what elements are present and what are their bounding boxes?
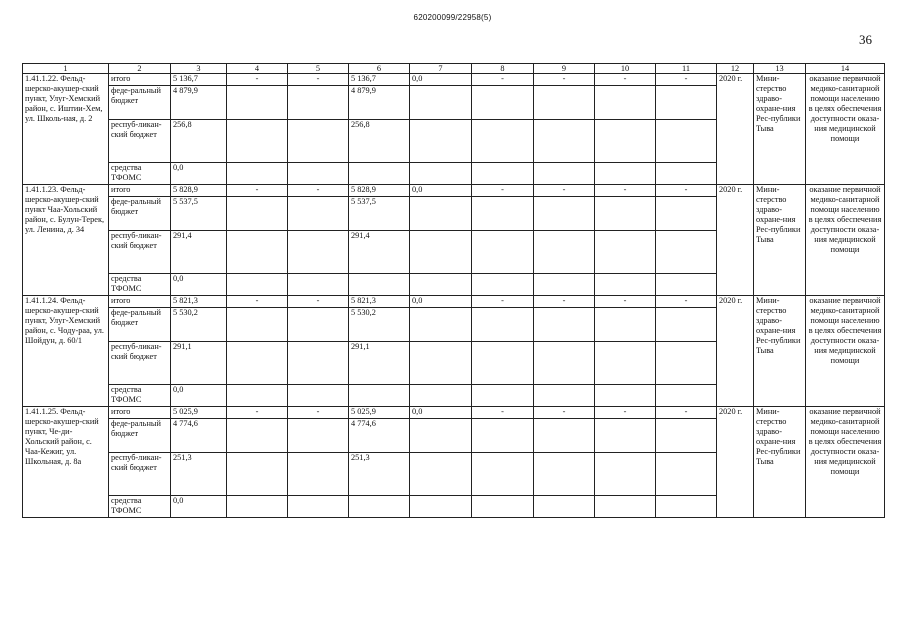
value-cell	[534, 342, 595, 385]
value-cell: -	[534, 407, 595, 419]
value-cell: -	[534, 74, 595, 86]
total-amount-cell: 4 774,6	[171, 419, 227, 453]
executor-cell: Мини-стерство здраво-охране-ния Рес-публики Тыва	[754, 74, 806, 185]
value-cell	[227, 231, 288, 274]
value-cell	[656, 419, 717, 453]
value-cell: -	[288, 296, 349, 308]
table-row	[23, 185, 885, 197]
table-body	[23, 64, 885, 518]
value-cell: -	[595, 185, 656, 197]
value-cell	[656, 385, 717, 407]
value-cell	[534, 453, 595, 496]
funding-source-cell: средства ТФОМС	[109, 496, 171, 518]
total-amount-cell: 251,3	[171, 453, 227, 496]
funding-source-cell: средства ТФОМС	[109, 274, 171, 296]
value-cell	[288, 120, 349, 163]
value-cell	[227, 86, 288, 120]
total-amount-cell: 0,0	[171, 163, 227, 185]
value-cell	[656, 342, 717, 385]
object-name-cell: 1.41.1.22. Фельд-шерско-акушер-ский пункт, Улуг-Хемский район, с. Иштии-Хем, ул. Школь-ная, д. 2	[23, 74, 109, 185]
value-cell: -	[227, 185, 288, 197]
value-cell	[656, 274, 717, 296]
amount-2020-cell: 5 828,9	[349, 185, 410, 197]
value-cell	[656, 496, 717, 518]
col-header: 13	[754, 64, 806, 74]
value-cell	[472, 419, 534, 453]
funding-source-cell: респуб-ликан-ский бюджет	[109, 120, 171, 163]
col-header: 6	[349, 64, 410, 74]
amount-2020-cell: 256,8	[349, 120, 410, 163]
value-cell: -	[656, 185, 717, 197]
amount-2021-cell: 0,0	[410, 74, 472, 86]
value-cell: -	[472, 296, 534, 308]
col-header: 12	[717, 64, 754, 74]
value-cell	[227, 419, 288, 453]
value-cell	[595, 120, 656, 163]
total-amount-cell: 4 879,9	[171, 86, 227, 120]
value-cell	[534, 385, 595, 407]
amount-2020-cell: 5 537,5	[349, 197, 410, 231]
value-cell	[288, 163, 349, 185]
value-cell	[288, 86, 349, 120]
goal-cell: оказание первичной медико-санитарной помощи населению в целях обеспечения доступности оказа-ния медицинской помощи	[806, 74, 885, 185]
value-cell	[472, 385, 534, 407]
total-amount-cell: 5 821,3	[171, 296, 227, 308]
value-cell	[472, 163, 534, 185]
amount-2021-cell	[410, 419, 472, 453]
year-cell: 2020 г.	[717, 407, 754, 518]
value-cell	[227, 496, 288, 518]
value-cell: -	[656, 74, 717, 86]
executor-cell: Мини-стерство здраво-охране-ния Рес-публики Тыва	[754, 407, 806, 518]
col-header: 9	[534, 64, 595, 74]
funding-source-cell: итого	[109, 296, 171, 308]
col-header: 4	[227, 64, 288, 74]
total-amount-cell: 5 828,9	[171, 185, 227, 197]
value-cell	[472, 274, 534, 296]
total-amount-cell: 5 530,2	[171, 308, 227, 342]
value-cell	[288, 274, 349, 296]
executor-cell: Мини-стерство здраво-охране-ния Рес-публики Тыва	[754, 185, 806, 296]
value-cell	[656, 163, 717, 185]
goal-cell: оказание первичной медико-санитарной помощи населению в целях обеспечения доступности оказа-ния медицинской помощи	[806, 185, 885, 296]
value-cell	[472, 197, 534, 231]
funding-source-cell: итого	[109, 407, 171, 419]
value-cell	[472, 231, 534, 274]
value-cell	[656, 231, 717, 274]
value-cell	[227, 385, 288, 407]
amount-2020-cell	[349, 163, 410, 185]
value-cell: -	[595, 296, 656, 308]
value-cell: -	[288, 74, 349, 86]
value-cell	[656, 453, 717, 496]
value-cell	[227, 197, 288, 231]
value-cell: -	[227, 74, 288, 86]
total-amount-cell: 0,0	[171, 274, 227, 296]
amount-2020-cell: 5 821,3	[349, 296, 410, 308]
page-number: 36	[859, 32, 872, 47]
funding-source-cell: средства ТФОМС	[109, 163, 171, 185]
funding-source-cell: средства ТФОМС	[109, 385, 171, 407]
amount-2020-cell: 5 530,2	[349, 308, 410, 342]
funding-source-cell: феде-ральный бюджет	[109, 197, 171, 231]
value-cell	[227, 274, 288, 296]
value-cell	[534, 163, 595, 185]
amount-2020-cell: 291,4	[349, 231, 410, 274]
value-cell	[472, 86, 534, 120]
value-cell: -	[534, 185, 595, 197]
value-cell	[595, 453, 656, 496]
value-cell	[288, 197, 349, 231]
amount-2021-cell	[410, 231, 472, 274]
object-name-cell: 1.41.1.25. Фельд-шерско-акушер-ский пункт, Че-ди-Хольский район, с. Чаа-Кежиг, ул. Школьная, д. 8а	[23, 407, 109, 518]
document-id: 620200099/22958(5)	[413, 13, 492, 22]
col-header: 10	[595, 64, 656, 74]
object-name-cell: 1.41.1.24. Фельд-шерско-акушер-ский пункт, Улуг-Хемский район, с. Чоду-раа, ул. Шойдун, д. 60/1	[23, 296, 109, 407]
value-cell	[595, 496, 656, 518]
amount-2020-cell	[349, 274, 410, 296]
value-cell: -	[472, 185, 534, 197]
amount-2021-cell	[410, 86, 472, 120]
goal-cell: оказание первичной медико-санитарной помощи населению в целях обеспечения доступности оказа-ния медицинской помощи	[806, 296, 885, 407]
funding-source-cell: феде-ральный бюджет	[109, 86, 171, 120]
year-cell: 2020 г.	[717, 296, 754, 407]
amount-2020-cell	[349, 385, 410, 407]
value-cell: -	[595, 407, 656, 419]
total-amount-cell: 0,0	[171, 496, 227, 518]
col-header: 2	[109, 64, 171, 74]
amount-2021-cell	[410, 163, 472, 185]
table-row	[23, 74, 885, 86]
value-cell: -	[472, 407, 534, 419]
value-cell	[472, 308, 534, 342]
value-cell	[227, 308, 288, 342]
col-header: 1	[23, 64, 109, 74]
value-cell	[534, 86, 595, 120]
funding-source-cell: феде-ральный бюджет	[109, 419, 171, 453]
value-cell: -	[227, 296, 288, 308]
table-row	[23, 407, 885, 419]
value-cell	[288, 308, 349, 342]
amount-2021-cell	[410, 197, 472, 231]
value-cell	[656, 308, 717, 342]
col-header: 3	[171, 64, 227, 74]
funding-source-cell: респуб-ликан-ский бюджет	[109, 453, 171, 496]
header-row	[23, 64, 885, 74]
value-cell	[227, 163, 288, 185]
value-cell	[534, 274, 595, 296]
col-header: 11	[656, 64, 717, 74]
funding-source-cell: итого	[109, 74, 171, 86]
value-cell: -	[288, 185, 349, 197]
total-amount-cell: 291,1	[171, 342, 227, 385]
amount-2020-cell: 251,3	[349, 453, 410, 496]
budget-table	[22, 63, 885, 518]
value-cell	[534, 308, 595, 342]
value-cell	[288, 385, 349, 407]
value-cell: -	[288, 407, 349, 419]
amount-2020-cell: 4 774,6	[349, 419, 410, 453]
year-cell: 2020 г.	[717, 185, 754, 296]
amount-2021-cell	[410, 496, 472, 518]
value-cell	[227, 453, 288, 496]
value-cell	[595, 163, 656, 185]
funding-source-cell: респуб-ликан-ский бюджет	[109, 231, 171, 274]
executor-cell: Мини-стерство здраво-охране-ния Рес-публики Тыва	[754, 296, 806, 407]
amount-2021-cell	[410, 308, 472, 342]
col-header: 14	[806, 64, 885, 74]
amount-2021-cell	[410, 385, 472, 407]
value-cell	[595, 419, 656, 453]
value-cell	[534, 496, 595, 518]
funding-source-cell: итого	[109, 185, 171, 197]
col-header: 8	[472, 64, 534, 74]
value-cell	[595, 308, 656, 342]
amount-2021-cell	[410, 120, 472, 163]
amount-2021-cell: 0,0	[410, 185, 472, 197]
year-cell: 2020 г.	[717, 74, 754, 185]
value-cell	[656, 86, 717, 120]
amount-2020-cell: 5 136,7	[349, 74, 410, 86]
value-cell: -	[595, 74, 656, 86]
col-header: 7	[410, 64, 472, 74]
value-cell	[534, 231, 595, 274]
total-amount-cell: 291,4	[171, 231, 227, 274]
value-cell	[288, 342, 349, 385]
col-header: 5	[288, 64, 349, 74]
table-row	[23, 296, 885, 308]
value-cell	[656, 120, 717, 163]
amount-2020-cell: 291,1	[349, 342, 410, 385]
value-cell: -	[227, 407, 288, 419]
amount-2021-cell: 0,0	[410, 296, 472, 308]
funding-source-cell: феде-ральный бюджет	[109, 308, 171, 342]
value-cell	[288, 419, 349, 453]
funding-source-cell: респуб-ликан-ский бюджет	[109, 342, 171, 385]
value-cell	[534, 419, 595, 453]
total-amount-cell: 5 537,5	[171, 197, 227, 231]
value-cell: -	[534, 296, 595, 308]
value-cell: -	[656, 296, 717, 308]
value-cell	[595, 385, 656, 407]
value-cell	[595, 86, 656, 120]
amount-2021-cell	[410, 342, 472, 385]
total-amount-cell: 256,8	[171, 120, 227, 163]
value-cell	[227, 342, 288, 385]
value-cell	[288, 453, 349, 496]
value-cell: -	[656, 407, 717, 419]
value-cell	[472, 453, 534, 496]
value-cell	[595, 274, 656, 296]
value-cell	[288, 496, 349, 518]
value-cell	[534, 120, 595, 163]
amount-2020-cell: 5 025,9	[349, 407, 410, 419]
goal-cell: оказание первичной медико-санитарной помощи населению в целях обеспечения доступности оказа-ния медицинской помощи	[806, 407, 885, 518]
value-cell	[472, 342, 534, 385]
value-cell	[472, 120, 534, 163]
value-cell	[595, 231, 656, 274]
total-amount-cell: 5 025,9	[171, 407, 227, 419]
amount-2021-cell	[410, 453, 472, 496]
value-cell: -	[472, 74, 534, 86]
object-name-cell: 1.41.1.23. Фельд-шерско-акушер-ский пункт Чаа-Хольский район, с. Булун-Терек, ул. Ленина, д. 34	[23, 185, 109, 296]
amount-2020-cell: 4 879,9	[349, 86, 410, 120]
amount-2020-cell	[349, 496, 410, 518]
amount-2021-cell	[410, 274, 472, 296]
total-amount-cell: 0,0	[171, 385, 227, 407]
value-cell	[656, 197, 717, 231]
value-cell	[595, 197, 656, 231]
value-cell	[227, 120, 288, 163]
value-cell	[472, 496, 534, 518]
value-cell	[595, 342, 656, 385]
value-cell	[534, 197, 595, 231]
amount-2021-cell: 0,0	[410, 407, 472, 419]
value-cell	[288, 231, 349, 274]
total-amount-cell: 5 136,7	[171, 74, 227, 86]
